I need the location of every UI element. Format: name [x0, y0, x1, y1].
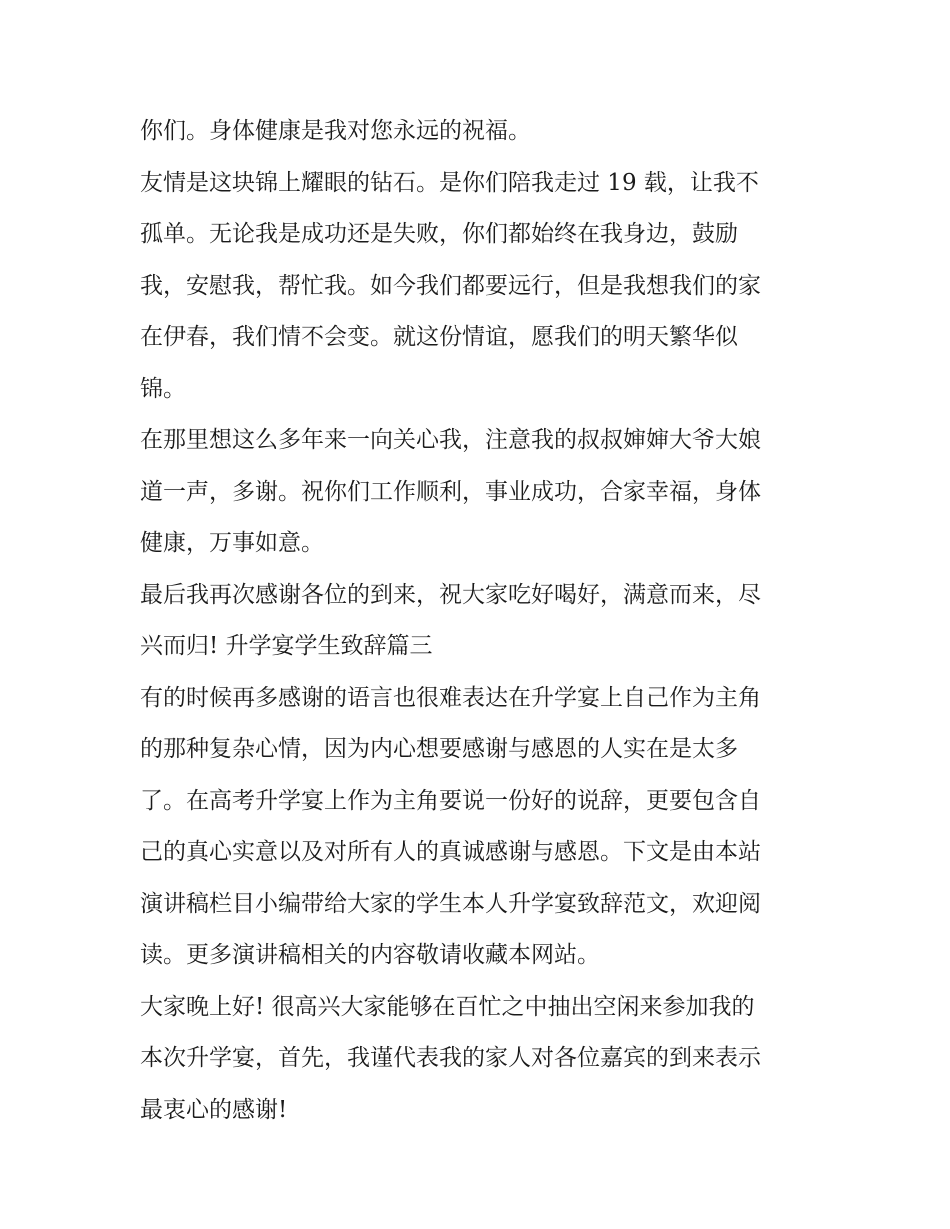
- text-line: 在那里想这么多年来一向关心我，注意我的叔叔婶婶大爷大娘: [140, 427, 761, 453]
- text-line: 最后我再次感谢各位的到来，祝大家吃好喝好，满意而来，尽: [140, 581, 761, 608]
- text-line: 了。在高考升学宴上作为主角要说一份好的说辞，更要包含自: [140, 787, 761, 814]
- text-line: 演讲稿栏目小编带给大家的学生本人升学宴致辞范文，欢迎阅: [140, 890, 761, 917]
- text-line: 孤单。无论我是成功还是失败，你们都始终在我身边，鼓励: [140, 221, 738, 247]
- text-line: 你们。身体健康是我对您永远的祝福。: [140, 118, 531, 144]
- text-line: 最衷心的感谢!: [140, 1096, 288, 1123]
- text-line: 道一声，多谢。祝你们工作顺利，事业成功，合家幸福，身体: [140, 478, 761, 505]
- text-line: 健康，万事如意。: [140, 530, 324, 556]
- text-line: 友情是这块锦上耀眼的钻石。是你们陪我走过 19 载，让我不: [140, 169, 759, 196]
- text-line: 己的真心实意以及对所有人的真诚感谢与感恩。下文是由本站: [140, 839, 761, 865]
- text-line: 的那种复杂心情，因为内心想要感谢与感恩的人实在是太多: [140, 736, 738, 762]
- document-body: [140, 106, 820, 1136]
- text-line: 兴而归! 升学宴学生致辞篇三: [140, 633, 433, 659]
- text-line: 有的时候再多感谢的语言也很难表达在升学宴上自己作为主角: [140, 684, 761, 711]
- text-line: 读。更多演讲稿相关的内容敬请收藏本网站。: [140, 942, 600, 968]
- text-line: 在伊春，我们情不会变。就这份情谊，愿我们的明天繁华似: [140, 324, 738, 350]
- text-line: 本次升学宴，首先，我谨代表我的家人对各位嘉宾的到来表示: [140, 1045, 761, 1071]
- text-line: 我，安慰我，帮忙我。如今我们都要远行，但是我想我们的家: [140, 272, 761, 299]
- text-line: 锦。: [140, 375, 186, 402]
- text-line: 大家晚上好! 很高兴大家能够在百忙之中抽出空闲来参加我的: [140, 993, 755, 1020]
